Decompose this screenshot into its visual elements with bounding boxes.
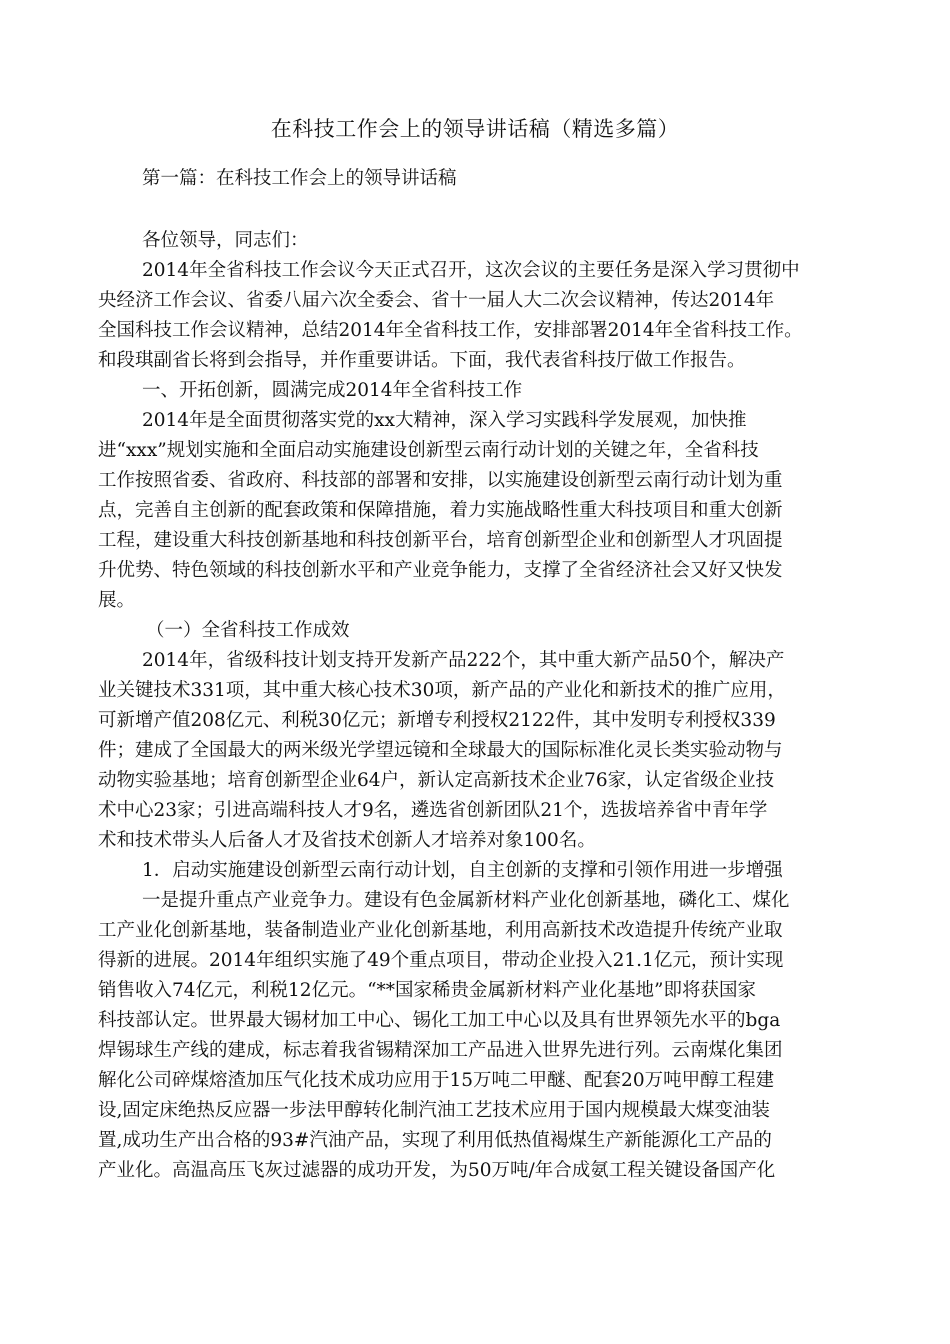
body-line: 置,成功生产出合格的93#汽油产品，实现了利用低热值褐煤生产新能源化工产品的	[98, 1130, 772, 1151]
subsection-heading: 一、开拓创新，圆满完成2014年全省科技工作	[142, 380, 523, 401]
body-line: 件；建成了全国最大的两米级光学望远镜和全球最大的国际标准化灵长类实验动物与	[98, 740, 783, 761]
body-line: 升优势、特色领域的科技创新水平和产业竞争能力，支撑了全省经济社会又好又快发	[98, 560, 783, 581]
body-line: 可新增产值208亿元、利税30亿元；新增专利授权2122件，其中发明专利授权339	[98, 710, 776, 731]
body-line: 2014年全省科技工作会议今天正式召开，这次会议的主要任务是深入学习贯彻中	[142, 260, 800, 281]
body-line: 2014年是全面贯彻落实党的xx大精神，深入学习实践科学发展观，加快推	[142, 410, 747, 431]
body-line: 进“xxx”规划实施和全面启动实施建设创新型云南行动计划的关键之年，全省科技	[98, 440, 759, 461]
subsection-heading: 1．启动实施建设创新型云南行动计划，自主创新的支撑和引领作用进一步增强	[142, 860, 783, 881]
body-line: 得新的进展。2014年组织实施了49个重点项目，带动企业投入21.1亿元，预计实现	[98, 950, 784, 971]
body-line: 工程，建设重大科技创新基地和科技创新平台，培育创新型企业和创新型人才巩固提	[98, 530, 783, 551]
subsection-heading: （一）全省科技工作成效	[146, 620, 350, 641]
document-title: 在科技工作会上的领导讲话稿（精选多篇）	[270, 117, 680, 141]
body-line: 全国科技工作会议精神，总结2014年全省科技工作，安排部署2014年全省科技工作。	[98, 320, 803, 341]
body-line: 业关键技术331项，其中重大核心技术30项，新产品的产业化和新技术的推广应用，	[98, 680, 786, 701]
body-line: 点，完善自主创新的配套政策和保障措施，着力实施战略性重大科技项目和重大创新	[98, 500, 783, 521]
body-line: 和段琪副省长将到会指导，并作重要讲话。下面，我代表省科技厅做工作报告。	[98, 350, 746, 371]
body-line: 设,固定床绝热反应器一步法甲醇转化制汽油工艺技术应用于国内规模最大煤变油装	[98, 1100, 770, 1121]
body-line: 动物实验基地；培育创新型企业64户，新认定高新技术企业76家，认定省级企业技	[98, 770, 775, 791]
body-line: 术和技术带头人后备人才及省技术创新人才培养对象100名。	[98, 830, 596, 851]
body-line: 央经济工作会议、省委八届六次全委会、省十一届人大二次会议精神，传达2014年	[98, 290, 775, 311]
body-line: 科技部认定。世界最大锡材加工中心、锡化工加工中心以及具有世界领先水平的bga	[98, 1010, 781, 1031]
body-line: 展。	[98, 590, 136, 611]
body-line: 2014年，省级科技计划支持开发新产品222个，其中重大新产品50个，解决产	[142, 650, 785, 671]
salutation-line: 各位领导，同志们：	[142, 230, 309, 251]
body-line: 工产业化创新基地，装备制造业产业化创新基地，利用高新技术改造提升传统产业取	[98, 920, 783, 941]
body-line: 销售收入74亿元，利税12亿元。“**国家稀贵金属新材料产业化基地”即将获国家	[98, 980, 756, 1001]
body-line: 一是提升重点产业竞争力。建设有色金属新材料产业化创新基地，磷化工、煤化	[142, 890, 790, 911]
body-line: 工作按照省委、省政府、科技部的部署和安排，以实施建设创新型云南行动计划为重	[98, 470, 783, 491]
body-line: 产业化。高温高压飞灰过滤器的成功开发，为50万吨/年合成氨工程关键设备国产化	[98, 1160, 776, 1181]
body-line: 焊锡球生产线的建成，标志着我省锡精深加工产品进入世界先进行列。云南煤化集团	[98, 1040, 783, 1061]
section-heading: 第一篇：在科技工作会上的领导讲话稿	[142, 168, 457, 189]
body-line: 术中心23家；引进高端科技人才9名，遴选省创新团队21个，选拔培养省中青年学	[98, 800, 768, 821]
body-line: 解化公司碎煤熔渣加压气化技术成功应用于15万吨二甲醚、配套20万吨甲醇工程建	[98, 1070, 775, 1091]
